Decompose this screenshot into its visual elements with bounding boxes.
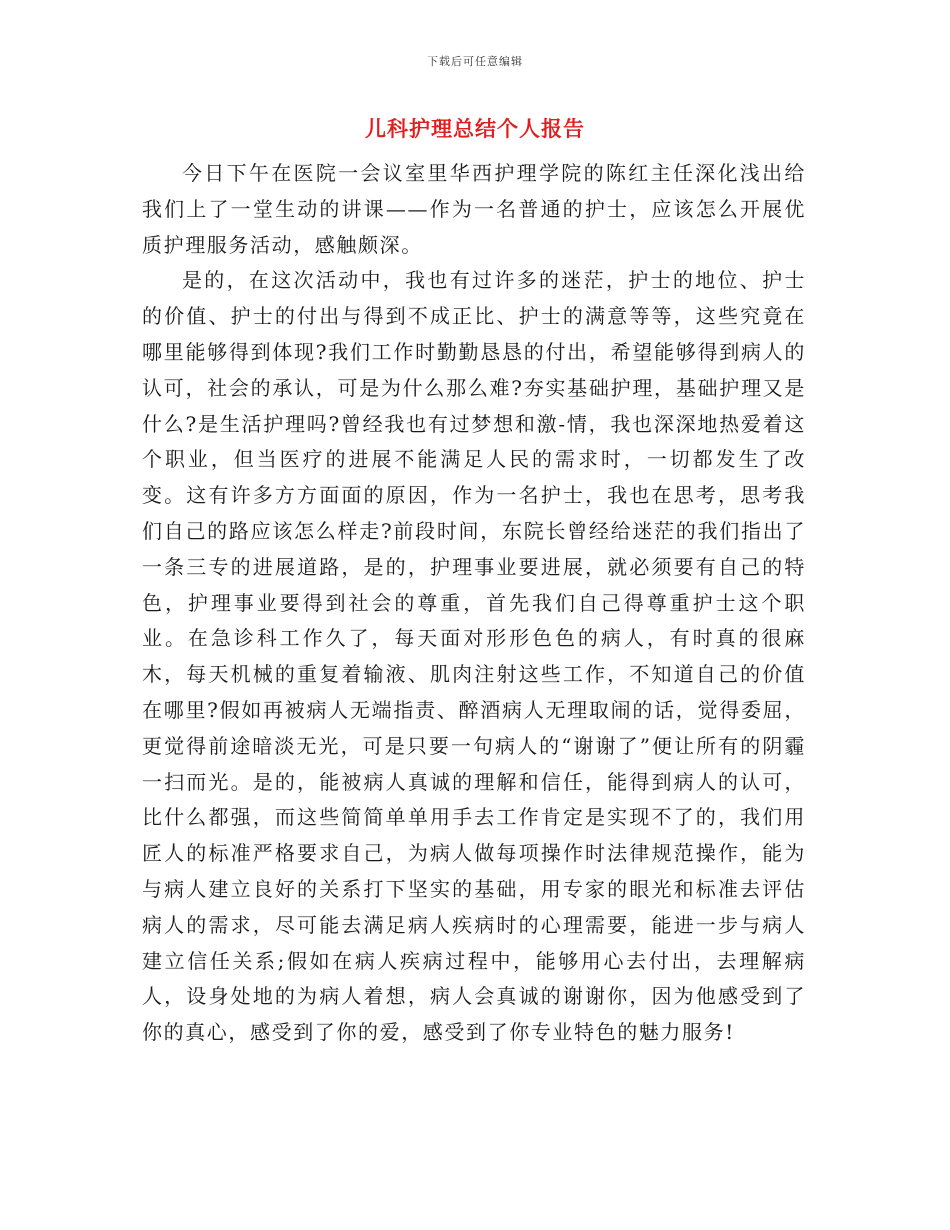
header-note: 下载后可任意编辑 <box>427 55 523 68</box>
paragraph-2: 是的，在这次活动中，我也有过许多的迷茫，护士的地位、护士的价值、护士的付出与得到不成正比、护士的满意等等，这些究竟在哪里能够得到体现?我们工作时勤勤恳恳的付出，希望能够得到病人的认可，社会的承认，可是为什么那么难?夯实基础护理，基础护理又是什么?是生活护理吗?曾经我也有过梦想和激-情，我也深深地热爱着这个职业，但当医疗的进展不能满足人民的需求时，一切都发生了改变。这有许多方方面面的原因，作为一名护士，我也在思考，思考我们自己的路应该怎么样走?前段时间，东院长曾经给迷茫的我们指出了一条三专的进展道路，是的，护理事业要进展，就必须要有自己的特色，护理事业要得到社会的尊重，首先我们自己得尊重护士这个职业。在急诊科工作久了，每天面对形形色色的病人，有时真的很麻木，每天机械的重复着输液、肌肉注射这些工作，不知道自己的价值在哪里?假如再被病人无端指责、醉酒病人无理取闹的话，觉得委屈，更觉得前途暗淡无光，可是只要一句病人的“谢谢了”便让所有的阴霾一扫而光。是的，能被病人真诚的理解和信任，能得到病人的认可，比什么都强，而这些简简单单用手去工作肯定是实现不了的，我们用匠人的标准严格要求自己，为病人做每项操作时法律规范操作，能为与病人建立良好的关系打下坚实的基础，用专家的眼光和标准去评估病人的需求，尽可能去满足病人疾病时的心理需要，能进一步与病人建立信任关系;假如在病人疾病过程中，能够用心去付出，去理解病人，设身处地的为病人着想，病人会真诚的谢谢你，因为他感受到了你的真心，感受到了你的爱，感受到了你专业特色的魅力服务! <box>142 268 806 1045</box>
paragraph-1: 今日下午在医院一会议室里华西护理学院的陈红主任深化浅出给我们上了一堂生动的讲课——作为一名普通的护士，应该怎么开展优质护理服务活动，感触颇深。 <box>142 161 806 257</box>
document-body <box>142 156 806 1051</box>
document-title: 儿科护理总结个人报告 <box>365 116 585 141</box>
